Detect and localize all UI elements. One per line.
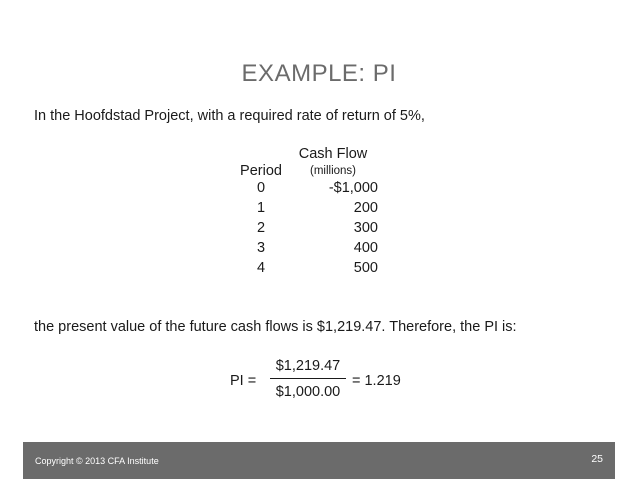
- cash-flow-header: Cash Flow: [298, 146, 368, 162]
- pv-statement: the present value of the future cash flows is $1,219.47. Therefore, the PI is:: [34, 319, 517, 335]
- table-row: [228, 180, 378, 200]
- cash-flow-cell: -$1,000: [328, 180, 378, 196]
- period-header: Period: [240, 163, 282, 179]
- slide-title: EXAMPLE: PI: [241, 60, 397, 87]
- cash-flow-cell: 200: [353, 200, 378, 216]
- formula-numerator: $1,219.47: [275, 358, 341, 374]
- period-cell: 2: [256, 220, 266, 236]
- period-cell: 1: [256, 200, 266, 216]
- pi-formula: [230, 356, 430, 408]
- formula-lhs: PI =: [230, 373, 257, 389]
- cash-flow-cell: 400: [353, 240, 378, 256]
- period-cell: 3: [256, 240, 266, 256]
- page-number: 25: [591, 453, 603, 465]
- fraction-bar: [270, 378, 346, 379]
- intro-text: In the Hoofdstad Project, with a required rate of return of 5%,: [34, 108, 425, 124]
- units-header: (millions): [310, 165, 356, 177]
- cash-flow-rows: [228, 180, 378, 280]
- cash-flow-cell: 300: [353, 220, 378, 236]
- period-cell: 4: [256, 260, 266, 276]
- table-row: [228, 200, 378, 220]
- copyright-text: Copyright © 2013 CFA Institute: [35, 456, 159, 466]
- table-row: [228, 220, 378, 240]
- footer-bar: [23, 442, 615, 479]
- formula-result: = 1.219: [352, 373, 401, 389]
- cash-flow-cell: 500: [353, 260, 378, 276]
- formula-denominator: $1,000.00: [275, 384, 341, 400]
- table-row: [228, 260, 378, 280]
- period-cell: 0: [256, 180, 266, 196]
- table-row: [228, 240, 378, 260]
